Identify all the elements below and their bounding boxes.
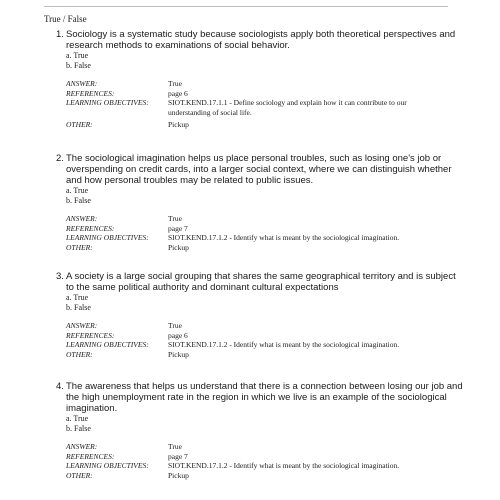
answer-row — [66, 214, 464, 224]
answer-value: True — [168, 79, 182, 88]
learning-objectives-row — [66, 233, 464, 243]
references-label: REFERENCES: — [66, 451, 115, 461]
option-true: a. True — [66, 186, 89, 195]
other-row — [66, 243, 464, 253]
references-value: page 7 — [168, 223, 188, 233]
other-value: Pickup — [168, 242, 189, 252]
question-number: 1. — [56, 29, 64, 40]
answer-label: ANSWER: — [66, 79, 98, 88]
option-true: a. True — [66, 414, 89, 423]
learning-objectives-value: SIOT.KEND.17.1.2 - Identify what is meant by the sociological imagination. — [168, 461, 400, 471]
answer-row — [66, 79, 464, 89]
references-value: page 6 — [168, 88, 188, 98]
other-value: Pickup — [168, 349, 189, 359]
question-number: 4. — [56, 381, 64, 392]
other-label: OTHER: — [66, 242, 93, 252]
references-value: page 6 — [168, 330, 188, 340]
question-metadata — [66, 321, 464, 359]
option-false: b. False — [66, 61, 91, 70]
learning-objectives-value: SIOT.KEND.17.1.2 - Identify what is meant by the sociological imagination. — [168, 340, 400, 350]
question-text: The sociological imagination helps us place personal troubles, such as losing one's job or overspending on credit cards, into a larger social context, where we can distinguish whether and how personal troubles may be related to public issues. — [66, 153, 452, 186]
answer-value: True — [168, 442, 182, 451]
answer-options — [66, 293, 464, 313]
question-2 — [44, 153, 464, 252]
other-value: Pickup — [168, 120, 189, 130]
answer-label: ANSWER: — [66, 442, 98, 451]
learning-objectives-row — [66, 340, 464, 350]
references-value: page 7 — [168, 451, 188, 461]
option-false: b. False — [66, 303, 91, 312]
other-label: OTHER: — [66, 349, 93, 359]
references-label: REFERENCES: — [66, 330, 115, 340]
question-text: Sociology is a systematic study because sociologists apply both theoretical perspectives and research methods to examinations of social behavior. — [66, 29, 456, 51]
answer-row — [66, 321, 464, 331]
section-title: True / False — [44, 14, 87, 24]
other-row — [66, 471, 464, 481]
answer-label: ANSWER: — [66, 321, 98, 330]
option-false: b. False — [66, 424, 91, 433]
option-true: a. True — [66, 293, 89, 302]
learning-objectives-label: LEARNING OBJECTIVES: — [66, 233, 149, 243]
learning-objectives-label: LEARNING OBJECTIVES: — [66, 461, 149, 471]
answer-options — [66, 186, 464, 206]
references-row — [66, 89, 464, 99]
question-metadata — [66, 79, 464, 130]
references-row — [66, 452, 464, 462]
learning-objectives-value: SIOT.KEND.17.1.2 - Identify what is meant by the sociological imagination. — [168, 233, 400, 243]
option-true: a. True — [66, 51, 89, 60]
other-row — [66, 350, 464, 360]
question-1 — [44, 29, 464, 130]
learning-objectives-label: LEARNING OBJECTIVES: — [66, 98, 149, 108]
references-label: REFERENCES: — [66, 223, 115, 233]
other-value: Pickup — [168, 470, 189, 480]
answer-row — [66, 442, 464, 452]
question-number: 2. — [56, 153, 64, 164]
answer-options — [66, 414, 464, 434]
references-row — [66, 331, 464, 341]
learning-objectives-label: LEARNING OBJECTIVES: — [66, 340, 149, 350]
other-row — [66, 120, 464, 130]
question-3 — [44, 271, 464, 359]
answer-options — [66, 51, 464, 71]
question-text: The awareness that helps us understand that there is a connection between losing our job and the high unemployment rate in the region in which we live is an example of the sociological imagination. — [66, 381, 463, 414]
learning-objectives-row — [66, 98, 464, 117]
references-row — [66, 224, 464, 234]
question-text: A society is a large social grouping that shares the same geographical territory and is subject to the same political authority and dominant cultural expectations — [66, 271, 456, 293]
learning-objectives-row — [66, 461, 464, 471]
answer-value: True — [168, 321, 182, 330]
top-divider — [44, 6, 448, 7]
references-label: REFERENCES: — [66, 88, 115, 98]
question-4 — [44, 381, 464, 480]
question-number: 3. — [56, 271, 64, 282]
question-metadata — [66, 214, 464, 252]
other-label: OTHER: — [66, 470, 93, 480]
answer-label: ANSWER: — [66, 214, 98, 223]
option-false: b. False — [66, 196, 91, 205]
other-label: OTHER: — [66, 120, 93, 130]
answer-value: True — [168, 214, 182, 223]
learning-objectives-value: SIOT.KEND.17.1.1 - Define sociology and explain how it can contribute to our understanding of social life. — [168, 98, 407, 117]
question-metadata — [66, 442, 464, 480]
